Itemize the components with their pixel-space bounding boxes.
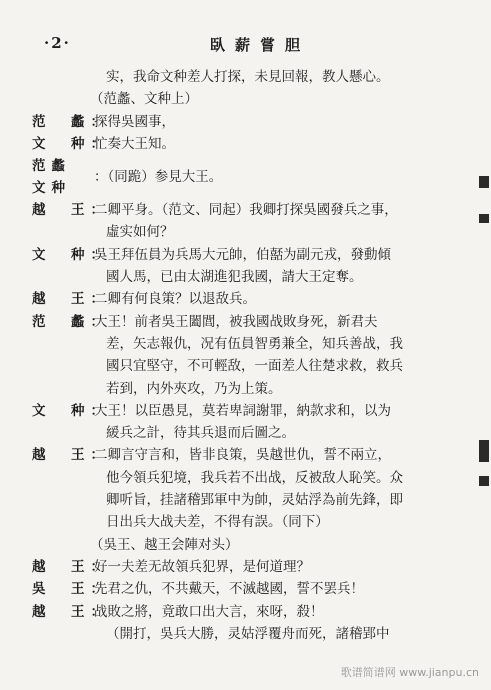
- page-number: ·2·: [44, 34, 71, 52]
- continuation-line: [32, 511, 462, 533]
- speech-text: 國只宜堅守，不可輕敌，一面差人往楚求救，救兵: [106, 358, 403, 375]
- script-text: [32, 66, 462, 645]
- watermark: 歌谱简谱网 www.jianpu.cn: [340, 666, 479, 679]
- book-title: 臥薪嘗胆: [210, 36, 311, 54]
- speech-text: ：（同跪）参見大王。: [94, 169, 223, 186]
- continuation-line: [32, 467, 462, 489]
- continuation-line: [32, 66, 462, 88]
- speaker-name: 范 蠡：: [32, 113, 110, 130]
- stage-direction-text: （范蠡、文种上）: [90, 91, 198, 108]
- speech-text: 大王！前者吳王闔閭，被我國战敗身死，新君夫: [94, 313, 378, 330]
- speech-text: 虛实如何？: [106, 224, 174, 241]
- speaker-name: 文 种：: [32, 135, 110, 152]
- speaker-name: 文 种：: [32, 402, 110, 419]
- speech-text: 國人馬，已由太湖進犯我國，請大王定奪。: [106, 269, 363, 286]
- dialogue-line: [32, 133, 462, 155]
- speaker-name: 越 王：: [32, 447, 110, 464]
- stage-direction: [32, 534, 462, 556]
- speech-text: 大王！以臣愚見，莫若卑詞謝罪，納款求和，以为: [94, 402, 391, 419]
- speaker-name: 越 王：: [32, 202, 110, 219]
- continuation-line: [32, 422, 462, 444]
- dialogue-line: [32, 199, 462, 221]
- continuation-line: [32, 266, 462, 288]
- speech-text: 緩兵之計，待其兵退而后圖之。: [106, 425, 295, 442]
- dialogue-line: [32, 311, 462, 333]
- dialogue-line: [32, 111, 462, 133]
- dialogue-line: [32, 578, 462, 600]
- dialogue-line-joint: [32, 155, 462, 199]
- stage-direction-text: （吳王、越王会陣对头）: [90, 536, 239, 553]
- speech-text: 探得吳國事，: [94, 113, 175, 130]
- speaker-name: 越 王：: [32, 603, 110, 620]
- dialogue-line: [32, 244, 462, 266]
- speech-text: 好一夫差无故領兵犯界，是何道理？: [94, 558, 310, 575]
- speech-text: （開打，吳兵大勝，灵姑浮覆舟而死，諸稽郢中: [106, 625, 390, 642]
- speech-text: 日出兵大战夫差，不得有誤。（同下）: [106, 514, 329, 531]
- continuation-line: [32, 333, 462, 355]
- continuation-line: [32, 489, 462, 511]
- speech-text: 差，矢志報仇，况有伍員智勇兼全，知兵善战，我: [106, 335, 403, 352]
- speaker-name: 越 王：: [32, 291, 110, 308]
- speech-text: 若到，内外夾攻，乃为上策。: [106, 380, 282, 397]
- speech-text: 吳王拜伍員为兵馬大元帥，伯嚭为副元戎，發動傾: [94, 246, 391, 263]
- continuation-line: [32, 355, 462, 377]
- speaker-name: 文 种：: [32, 246, 110, 263]
- speaker-name: 文种: [32, 180, 71, 197]
- speaker-name: 越 王：: [32, 558, 110, 575]
- speech-text: 先君之仇，不共戴天，不滅越國，誓不罢兵！: [94, 581, 364, 598]
- speech-text: 忙奏大王知。: [94, 135, 175, 152]
- speech-text: 二卿言守言和，皆非良策，吳越世仇，誓不兩立，: [94, 447, 391, 464]
- dialogue-line: [32, 444, 462, 466]
- continuation-line: [32, 378, 462, 400]
- speech-text: 实，我命文种差人打探，未見回報，教人懸心。: [106, 69, 390, 85]
- speech-text: 二卿平身。（范文、同起）我卿打探吳國發兵之事，: [94, 202, 398, 219]
- dialogue-line: [32, 400, 462, 422]
- dialogue-line: [32, 288, 462, 310]
- speaker-name: 吳 王：: [32, 581, 110, 598]
- scan-edge-marks: [477, 0, 491, 690]
- page-header: [32, 34, 472, 54]
- speech-text: 他今領兵犯境，我兵若不出战，反被敌人恥笑。众: [106, 469, 403, 486]
- stage-direction: [32, 88, 462, 110]
- speaker-name: 范 蠡：: [32, 313, 110, 330]
- continuation-line: [32, 623, 462, 645]
- speech-text: 二卿有何良策？以退敌兵。: [94, 291, 256, 308]
- continuation-line: [32, 221, 462, 243]
- speech-text: 卿听旨，挂諸稽郢軍中为帥，灵姑浮為前先鋒，即: [106, 492, 403, 509]
- speaker-name: 范蠡: [32, 158, 71, 175]
- dialogue-line: [32, 601, 462, 623]
- speech-text: 战敗之將，竟敢口出大言，來呀，殺！: [94, 603, 324, 620]
- dialogue-line: [32, 556, 462, 578]
